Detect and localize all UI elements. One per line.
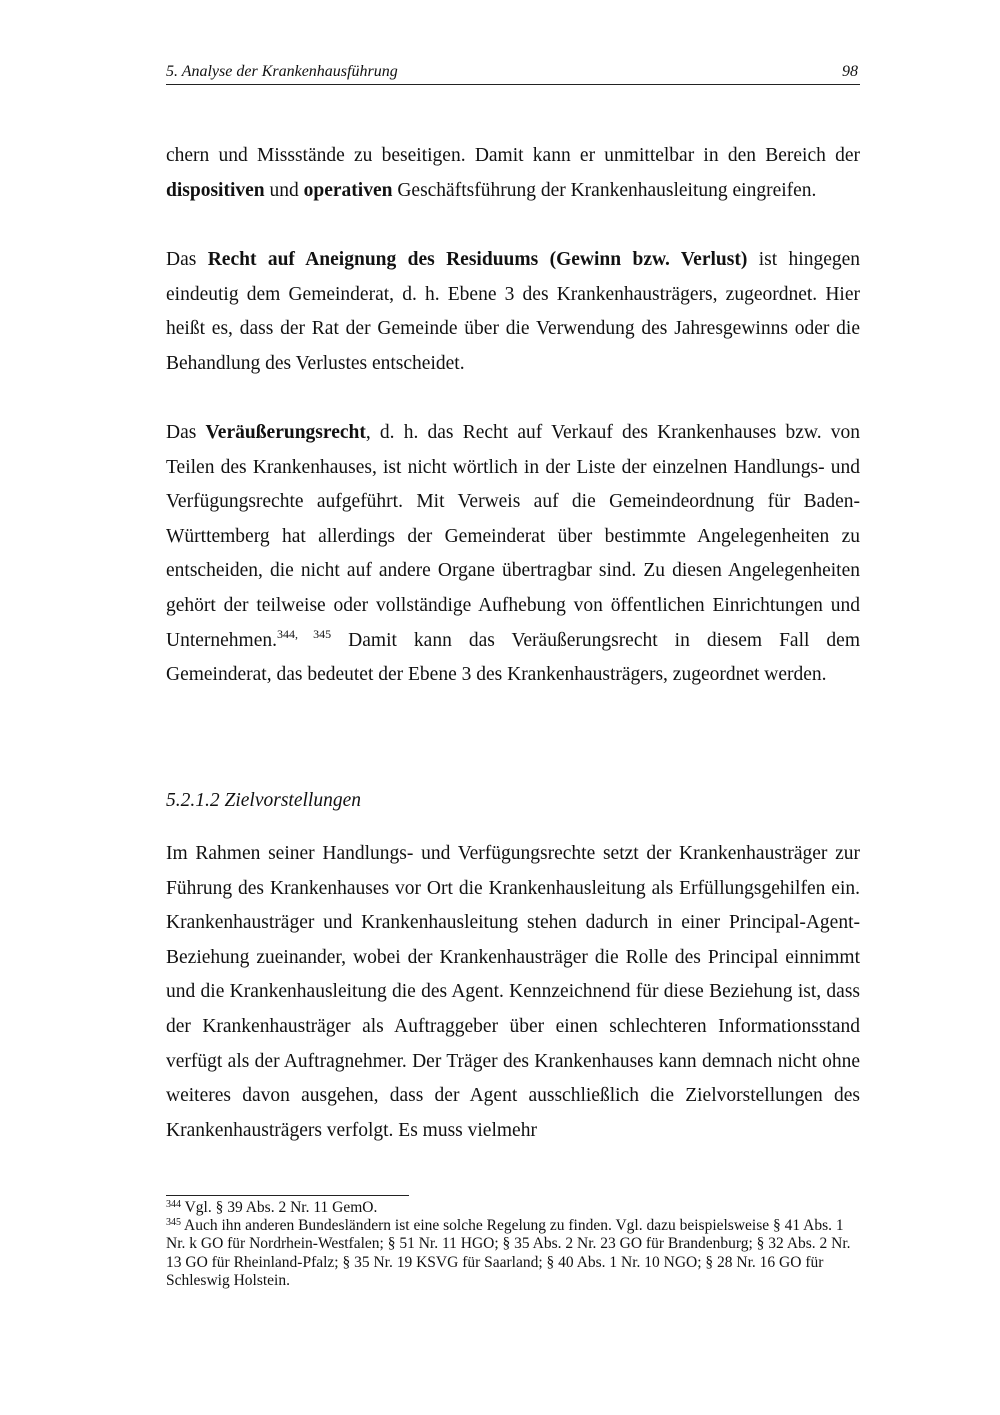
section-heading: 5.2.1.2 Zielvorstellungen bbox=[166, 790, 361, 811]
running-header bbox=[166, 62, 860, 85]
text-run: ist hingegen eindeutig dem Gemeinderat, d. h. Ebene 3 des Krankenhausträgers, zugeordnet. Hier heißt es, dass der Rat der Gemeinde über die Verwendung des Jahresgewinns oder die Behandlung des Verlustes entscheidet. bbox=[166, 249, 861, 374]
text-run: Das bbox=[166, 249, 208, 270]
text-run: Das bbox=[166, 422, 206, 443]
footnote-text: Auch ihn anderen Bundesländern ist eine solche Regelung zu finden. Vgl. dazu beispielsweise § 41 Abs. 1 Nr. k GO für Nordrhein-Westfalen; § 51 Nr. 11 HGO; § 35 Abs. 2 Nr. 23 GO für Brandenburg; § 32 Abs. 2 Nr. 13 GO für Rheinland-Pfalz; § 35 Nr. 19 KSVG für Saarland; § 40 Abs. 1 Nr. 10 NGO; § 28 Nr. 16 GO für Schleswig Holstein. bbox=[166, 1217, 851, 1289]
footnote-345 bbox=[166, 1217, 860, 1290]
page-number: 98 bbox=[842, 63, 858, 80]
text-run: , d. h. das Recht auf Verkauf des Krankenhauses bzw. von Teilen des Krankenhauses, ist nicht wörtlich in der Liste der einzelnen Handlungs- und Verfügungsrechte aufgeführt. Mit Verweis auf die Gemeindeordnung für Baden-Württemberg hat allerdings der Gemeinderat über bestimmte Angelegenheiten zu entscheiden, die nicht auf andere Organe übertragbar sind. Zu diesen Angelegenheiten gehört der teilweise oder vollständige Aufhebung von öffentlichen Einrichtungen und Unternehmen. bbox=[166, 422, 860, 651]
bold-term-operativen: operativen bbox=[303, 179, 393, 201]
bold-term-dispositiven: dispositiven bbox=[166, 179, 265, 201]
bold-term-veraeusserungsrecht: Veräußerungsrecht bbox=[205, 422, 366, 443]
text-run: chern und Missstände zu beseitigen. Damit kann er unmittelbar in den Bereich der bbox=[166, 145, 860, 166]
paragraph-residuum bbox=[166, 243, 860, 381]
footnote-text: Vgl. § 39 Abs. 2 Nr. 11 GemO. bbox=[181, 1199, 378, 1216]
footnote-separator bbox=[166, 1195, 409, 1196]
paragraph-zielvorstellungen: Im Rahmen seiner Handlungs- und Verfügungsrechte setzt der Krankenhausträger zur Führung des Krankenhauses vor Ort die Krankenhausleitung als Erfüllungsgehilfen ein. Krankenhausträger und Krankenhausleitung stehen dadurch in einer Principal-Agent-Beziehung zueinander, wobei der Krankenhausträger die Rolle des Principal einnimmt und die Krankenhausleitung die des Agent. Kennzeichnend für diese Beziehung ist, dass der Krankenhausträger als Auftraggeber über einen schlechteren Informationsstand verfügt als der Auftragnehmer. Der Träger des Krankenhauses kann demnach nicht ohne weiteres davon ausgehen, dass der Agent ausschließlich die Zielvorstellungen des Krankenhausträgers verfolgt. Es muss vielmehr bbox=[166, 843, 860, 1141]
paragraph-dispositive-operative bbox=[166, 139, 860, 208]
paragraph-veraeusserungsrecht bbox=[166, 416, 860, 693]
chapter-title: 5. Analyse der Krankenhausführung bbox=[166, 63, 398, 80]
text-run: Damit kann das Veräußerungsrecht in diesem Fall dem Gemeinderat, das bedeutet der Ebene 3 des Krankenhausträgers, zugeordnet werden. bbox=[166, 629, 861, 686]
footnote-number: 345 bbox=[166, 1217, 181, 1229]
bold-term-residuum: Recht auf Aneignung des Residuums (Gewinn bzw. Verlust) bbox=[207, 249, 748, 270]
text-run: und bbox=[264, 179, 304, 201]
footnote-344 bbox=[166, 1199, 860, 1217]
footnote-number: 344 bbox=[166, 1199, 181, 1210]
footnote-reference[interactable]: 344, 345 bbox=[277, 626, 332, 641]
footnotes bbox=[166, 1199, 860, 1290]
text-run: Geschäftsführung der Krankenhausleitung eingreifen. bbox=[392, 179, 817, 201]
